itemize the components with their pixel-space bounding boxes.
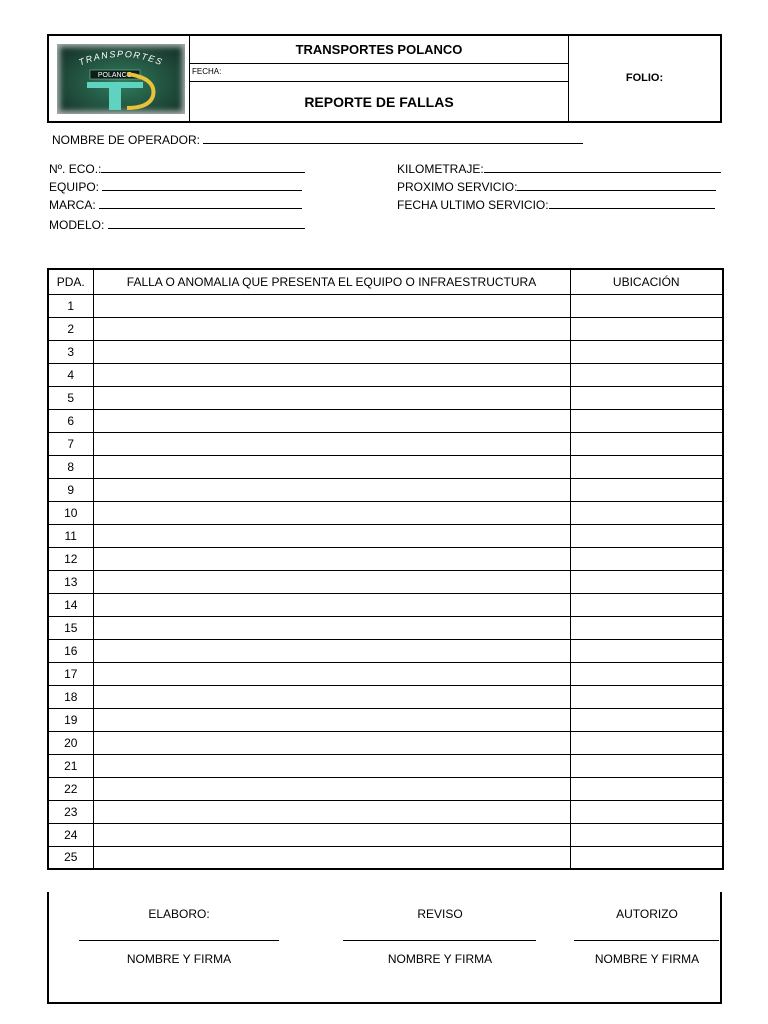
row-number: 19	[48, 708, 93, 731]
table-row	[48, 639, 723, 662]
table-row	[48, 317, 723, 340]
table-row	[48, 823, 723, 846]
ultimo-servicio-field[interactable]	[397, 196, 715, 212]
kilometraje-blank[interactable]	[484, 160, 721, 173]
proximo-servicio-label: PROXIMO SERVICIO:	[397, 180, 518, 194]
equipo-label: EQUIPO:	[49, 180, 100, 194]
table-row	[48, 478, 723, 501]
ubicacion-cell[interactable]	[570, 846, 723, 869]
col-header-falla: FALLA O ANOMALIA QUE PRESENTA EL EQUIPO O INFRAESTRUCTURA	[93, 269, 570, 294]
row-number: 1	[48, 294, 93, 317]
row-number: 25	[48, 846, 93, 869]
table-row	[48, 432, 723, 455]
modelo-label: MODELO:	[49, 218, 105, 232]
row-number: 6	[48, 409, 93, 432]
table-row	[48, 754, 723, 777]
table-row	[48, 340, 723, 363]
eco-field[interactable]	[49, 160, 305, 176]
ubicacion-cell[interactable]	[570, 340, 723, 363]
falla-cell[interactable]	[93, 409, 570, 432]
elaboro-label: ELABORO:	[148, 907, 210, 921]
ultimo-servicio-label: FECHA ULTIMO SERVICIO:	[397, 198, 549, 212]
table-row	[48, 846, 723, 869]
falla-cell[interactable]	[93, 547, 570, 570]
falla-cell[interactable]	[93, 639, 570, 662]
row-number: 11	[48, 524, 93, 547]
table-row	[48, 386, 723, 409]
table-row	[48, 363, 723, 386]
logo-cell	[49, 36, 190, 121]
falla-cell[interactable]	[93, 616, 570, 639]
eco-label: Nº. ECO.:	[49, 162, 102, 176]
row-number: 13	[48, 570, 93, 593]
falla-cell[interactable]	[93, 386, 570, 409]
row-number: 18	[48, 685, 93, 708]
elaboro-name-label: NOMBRE Y FIRMA	[126, 952, 232, 966]
falla-cell[interactable]	[93, 294, 570, 317]
table-row	[48, 409, 723, 432]
kilometraje-field[interactable]	[397, 160, 721, 176]
operator-name-label: NOMBRE DE OPERADOR:	[52, 133, 201, 147]
table-header-row	[48, 269, 723, 294]
table-row	[48, 501, 723, 524]
falla-cell[interactable]	[93, 731, 570, 754]
ubicacion-cell[interactable]	[570, 501, 723, 524]
logo-emblem-icon	[57, 44, 185, 114]
falla-cell[interactable]	[93, 846, 570, 869]
ubicacion-cell[interactable]	[570, 524, 723, 547]
fallas-table	[47, 268, 724, 870]
table-row	[48, 294, 723, 317]
report-title: REPORTE DE FALLAS	[304, 94, 454, 110]
table-row	[48, 685, 723, 708]
col-header-pda: PDA.	[48, 269, 93, 294]
proximo-servicio-field[interactable]	[397, 178, 716, 194]
falla-cell[interactable]	[93, 501, 570, 524]
row-number: 10	[48, 501, 93, 524]
table-body	[48, 294, 723, 869]
falla-cell[interactable]	[93, 570, 570, 593]
company-name: TRANSPORTES POLANCO	[190, 36, 568, 64]
ubicacion-cell[interactable]	[570, 731, 723, 754]
falla-cell[interactable]	[93, 662, 570, 685]
row-number: 16	[48, 639, 93, 662]
row-number: 2	[48, 317, 93, 340]
ultimo-servicio-blank[interactable]	[549, 196, 715, 209]
table-row	[48, 616, 723, 639]
table-row	[48, 777, 723, 800]
ubicacion-cell[interactable]	[570, 823, 723, 846]
ubicacion-cell[interactable]	[570, 708, 723, 731]
table-row	[48, 547, 723, 570]
modelo-field[interactable]	[49, 216, 305, 232]
falla-cell[interactable]	[93, 823, 570, 846]
ubicacion-cell[interactable]	[570, 639, 723, 662]
row-number: 24	[48, 823, 93, 846]
falla-cell[interactable]	[93, 754, 570, 777]
row-number: 4	[48, 363, 93, 386]
autorizo-name-label: NOMBRE Y FIRMA	[594, 952, 700, 966]
falla-cell[interactable]	[93, 340, 570, 363]
row-number: 17	[48, 662, 93, 685]
table-row	[48, 455, 723, 478]
row-number: 12	[48, 547, 93, 570]
report-header	[47, 34, 722, 123]
ubicacion-cell[interactable]	[570, 363, 723, 386]
reviso-name-label: NOMBRE Y FIRMA	[387, 952, 493, 966]
ubicacion-cell[interactable]	[570, 386, 723, 409]
table-row	[48, 731, 723, 754]
table-row	[48, 593, 723, 616]
table-row	[48, 570, 723, 593]
ubicacion-cell[interactable]	[570, 317, 723, 340]
row-number: 7	[48, 432, 93, 455]
row-number: 14	[48, 593, 93, 616]
row-number: 21	[48, 754, 93, 777]
operator-name-blank[interactable]	[203, 131, 583, 144]
reviso-label: REVISO	[417, 907, 463, 921]
ubicacion-cell[interactable]	[570, 685, 723, 708]
ubicacion-cell[interactable]	[570, 478, 723, 501]
ubicacion-cell[interactable]	[570, 432, 723, 455]
folio-field[interactable]	[569, 36, 720, 121]
row-number: 22	[48, 777, 93, 800]
row-number: 5	[48, 386, 93, 409]
table-row	[48, 524, 723, 547]
falla-cell[interactable]	[93, 708, 570, 731]
falla-cell[interactable]	[93, 800, 570, 823]
row-number: 3	[48, 340, 93, 363]
table-row	[48, 800, 723, 823]
title-cell	[190, 36, 569, 121]
ubicacion-cell[interactable]	[570, 754, 723, 777]
falla-cell[interactable]	[93, 432, 570, 455]
autorizo-signature-line[interactable]	[574, 940, 719, 941]
modelo-blank[interactable]	[108, 216, 305, 229]
ubicacion-cell[interactable]	[570, 455, 723, 478]
row-number: 15	[48, 616, 93, 639]
ubicacion-cell[interactable]	[570, 547, 723, 570]
ubicacion-cell[interactable]	[570, 294, 723, 317]
ubicacion-cell[interactable]	[570, 800, 723, 823]
kilometraje-label: KILOMETRAJE:	[397, 162, 484, 176]
ubicacion-cell[interactable]	[570, 593, 723, 616]
row-number: 8	[48, 455, 93, 478]
row-number: 9	[48, 478, 93, 501]
marca-blank[interactable]	[99, 196, 302, 209]
ubicacion-cell[interactable]	[570, 662, 723, 685]
table-row	[48, 662, 723, 685]
fecha-field[interactable]: FECHA:	[190, 64, 568, 82]
eco-blank[interactable]	[101, 160, 305, 173]
falla-cell[interactable]	[93, 777, 570, 800]
equipo-field[interactable]	[49, 178, 302, 194]
reviso-signature-line[interactable]	[343, 940, 536, 941]
falla-cell[interactable]	[93, 363, 570, 386]
falla-cell[interactable]	[93, 455, 570, 478]
falla-cell[interactable]	[93, 685, 570, 708]
logo-bar-text: POLANCO	[97, 72, 133, 79]
falla-cell[interactable]	[93, 524, 570, 547]
marca-field[interactable]	[49, 196, 302, 212]
marca-label: MARCA:	[49, 198, 96, 212]
equipo-blank[interactable]	[102, 178, 302, 191]
falla-cell[interactable]	[93, 317, 570, 340]
folio-label: FOLIO:	[625, 72, 664, 84]
logo-arc-text: TRANSPORTES	[77, 48, 165, 68]
proximo-servicio-blank[interactable]	[517, 178, 716, 191]
ubicacion-cell[interactable]	[570, 777, 723, 800]
ubicacion-cell[interactable]	[570, 409, 723, 432]
ubicacion-cell[interactable]	[570, 616, 723, 639]
signature-box	[47, 892, 722, 1004]
table-row	[48, 708, 723, 731]
company-logo	[57, 44, 185, 114]
col-header-ubicacion: UBICACIÓN	[570, 269, 723, 294]
falla-cell[interactable]	[93, 478, 570, 501]
row-number: 20	[48, 731, 93, 754]
autorizo-label: AUTORIZO	[616, 907, 678, 921]
ubicacion-cell[interactable]	[570, 570, 723, 593]
falla-cell[interactable]	[93, 593, 570, 616]
elaboro-signature-line[interactable]	[79, 940, 279, 941]
row-number: 23	[48, 800, 93, 823]
operator-name-field[interactable]	[52, 131, 583, 147]
